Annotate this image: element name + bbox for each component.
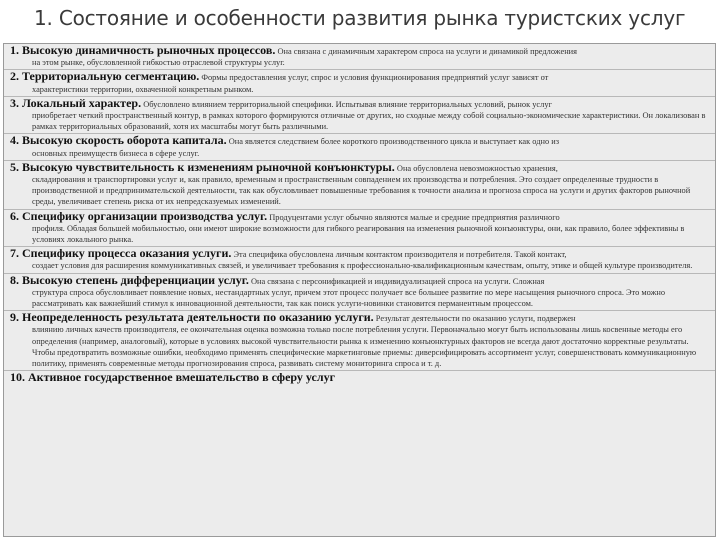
item-text: Обусловлено влиянием территориальной специфики. Испытывая влияние территориальных условий, рынок услуг: [143, 99, 552, 109]
item-text-continued: приобретает четкий пространственный контур, в рамках которого формируются отличные от других, но сходные между собой социально-экономические характеристики. Он локализован в рамках территориальных образований, хотя их масштабы могут быть различными.: [32, 111, 706, 132]
item-text: Она обусловлена невозможностью хранения,: [396, 163, 558, 173]
item-heading: 7. Специфику процесса оказания услуги.: [10, 247, 232, 261]
list-item: [4, 134, 715, 160]
item-text-continued: структура спроса обусловливает появление новых, нестандартных услуг, причем этот процесс получает все большее развитие по мере насыщения рыночного спроса. Это можно рассматривать как важнейший стимул к инновационной деятельности, так как поиск услуги-новинки становится перманентным процессом.: [32, 287, 666, 309]
list-item: [4, 161, 715, 210]
list-item: [4, 371, 715, 385]
item-heading: 8. Высокую степень дифференциации услуг.: [10, 273, 249, 287]
content-box: [3, 43, 716, 537]
item-heading: 6. Специфику организации производства услуг.: [10, 209, 268, 223]
item-heading: 9. Неопределенность результата деятельности по оказанию услуги.: [10, 311, 374, 325]
item-heading: 1. Высокую динамичность рыночных процессов.: [10, 44, 276, 57]
list-item: [4, 311, 715, 371]
slide-title: 1. Состояние и особенности развития рынка туристских услуг: [34, 6, 686, 30]
item-text: Формы предоставления услуг, спрос и условия функционирования предприятий услуг зависят от: [201, 73, 549, 83]
list-item: [4, 274, 715, 312]
item-text-continued: характеристики территории, охваченной конкретным рынком.: [32, 84, 254, 94]
item-text-continued: складирования и транспортировки услуг и, как правило, временным и пространственным совпадением их производства и потребления. Это создает определенные трудности в производственной и предпринимательской деятельности, так как обусловливает повышенные требования к точности анализа и прогноза спроса на услуги и других факторов рыночной среды, увеличивает степень риска от их непредсказуемых изменений.: [32, 175, 691, 207]
list-item: [4, 70, 715, 96]
item-heading: 10. Активное государственное вмешательство в сферу услуг: [10, 371, 336, 385]
item-text: Она связана с динамичным характером спроса на услуги и динамикой предложения: [277, 47, 578, 56]
item-text: Она связана с персонификацией и индивидуализацией спроса на услуги. Сложная: [250, 276, 545, 286]
item-heading: 5. Высокую чувствительность к изменениям рыночной конъюнктуры.: [10, 160, 395, 174]
item-text-continued: профиля. Обладая большей мобильностью, они имеют широкие возможности для гибкого реагирования на изменения рыночной конъюнктуры, они, как правило, более эффективны в условиях локального рынка.: [32, 223, 685, 245]
list-item: [4, 44, 715, 70]
item-text: Эта специфика обусловлена личным контактом производителя и потребителя. Такой контакт,: [233, 250, 567, 260]
item-text: Результат деятельности по оказанию услуги, подвержен: [375, 314, 576, 324]
item-text: Продуцентами услуг обычно являются малые и средние предприятия различного: [269, 212, 560, 222]
item-text-continued: основных преимуществ бизнеса в сфере услуг.: [32, 148, 200, 158]
item-text-continued: на этом рынке, обусловленной гибкостью отраслевой структуры услуг.: [32, 58, 285, 68]
item-heading: 2. Территориальную сегментацию.: [10, 70, 200, 84]
item-text: Она является следствием более короткого производственного цикла и выступает как одно из: [228, 137, 560, 147]
item-text-continued: влиянию личных качеств производителя, ее окончательная оценка возможна только после потребления услуги. Первоначально могут быть использованы лишь косвенные методы его определения (например, аналоговый), которые в условиях высокой чувствительности рынка к изменению конъюнктурных факторов не всегда дают достаточно корректные результаты. Чтобы предотвратить возможные ошибки, необходимо применять специфические маркетинговые приемы: диверсифицировать ассортимент услуг, совершенствовать коммуникационную политику, применять современные методы прогнозирования спроса, развивать систему мониторинга спроса и т. д.: [32, 325, 697, 369]
list-item: [4, 210, 715, 248]
item-heading: 4. Высокую скорость оборота капитала.: [10, 134, 227, 148]
list-item: [4, 97, 715, 135]
item-heading: 3. Локальный характер.: [10, 96, 142, 110]
item-text-continued: создает условия для расширения коммуникативных связей, и увеличивает требования к профессионально-квалификационным качествам, опыту, этике и общей культуре производителя.: [32, 261, 693, 271]
list-item: [4, 247, 715, 273]
